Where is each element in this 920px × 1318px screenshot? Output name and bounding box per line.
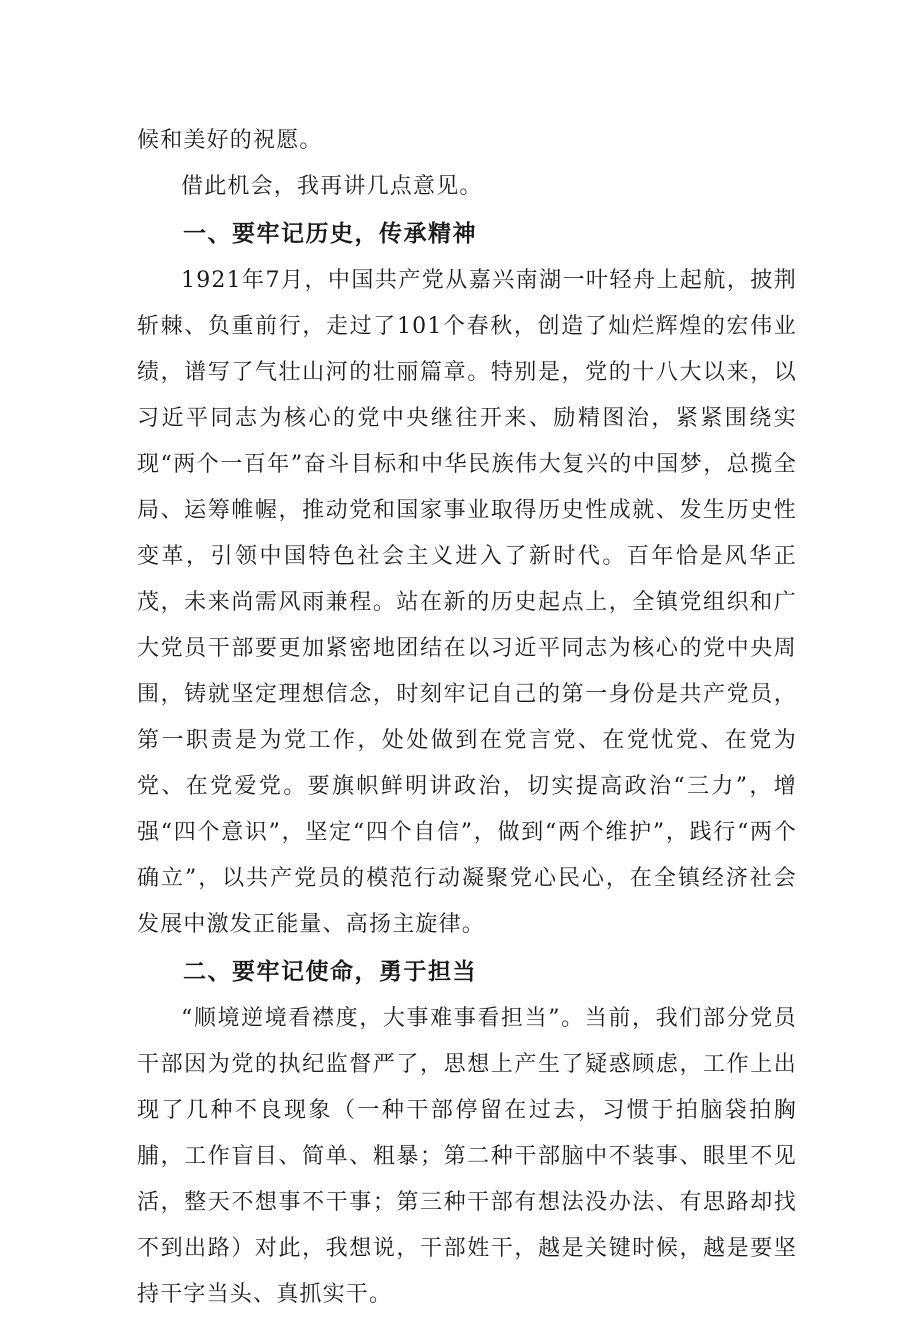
- continuation-text: 候和美好的祝愿。: [137, 128, 323, 153]
- section-paragraph-2: “顺境逆境看襟度，大事难事看担当”。当前，我们部分党员干部因为党的执纪监督严了，思想上产生了疑惑顾虑，工作上出现了几种不良现象（一种干部停留在过去，习惯于拍脑袋拍胸脯，工作盲目、简单、粗暴；第二种干部脑中不装事、眼里不见活，整天不想事不干事；第三种干部有想法没办法、有思路却找不到出路）对此，我想说，干部姓干，越是关键时候，越是要坚持干字当头、真抓实干。: [137, 1006, 797, 1307]
- section-heading-2: 二、要牢记使命，勇于担当: [183, 959, 477, 985]
- intro-paragraph: 借此机会，我再讲几点意见。: [181, 174, 483, 199]
- section-heading-1: 一、要牢记历史，传承精神: [183, 221, 477, 247]
- document-body: [137, 118, 797, 1318]
- section-paragraph-1: 1921年7月，中国共产党从嘉兴南湖一叶轻舟上起航，披荆斩棘、负重前行，走过了101个春秋，创造了灿烂辉煌的宏伟业绩，谱写了气壮山河的壮丽篇章。特别是，党的十八大以来，以习近平同志为核心的党中央继往开来、励精图治，紧紧围绕实现“两个一百年”奋斗目标和中华民族伟大复兴的中国梦，总揽全局、运筹帷幄，推动党和国家事业取得历史性成就、发生历史性变革，引领中国特色社会主义进入了新时代。百年恰是风华正茂，未来尚需风雨兼程。站在新的历史起点上，全镇党组织和广大党员干部要更加紧密地团结在以习近平同志为核心的党中央周围，铸就坚定理想信念，时刻牢记自己的第一身份是共产党员，第一职责是为党工作，处处做到在党言党、在党忧党、在党为党、在党爱党。要旗帜鲜明讲政治，切实提高政治“三力”，增强“四个意识”，坚定“四个自信”，做到“两个维护”，践行“两个确立”，以共产党员的模范行动凝聚党心民心，在全镇经济社会发展中激发正能量、高扬主旋律。: [137, 268, 797, 937]
